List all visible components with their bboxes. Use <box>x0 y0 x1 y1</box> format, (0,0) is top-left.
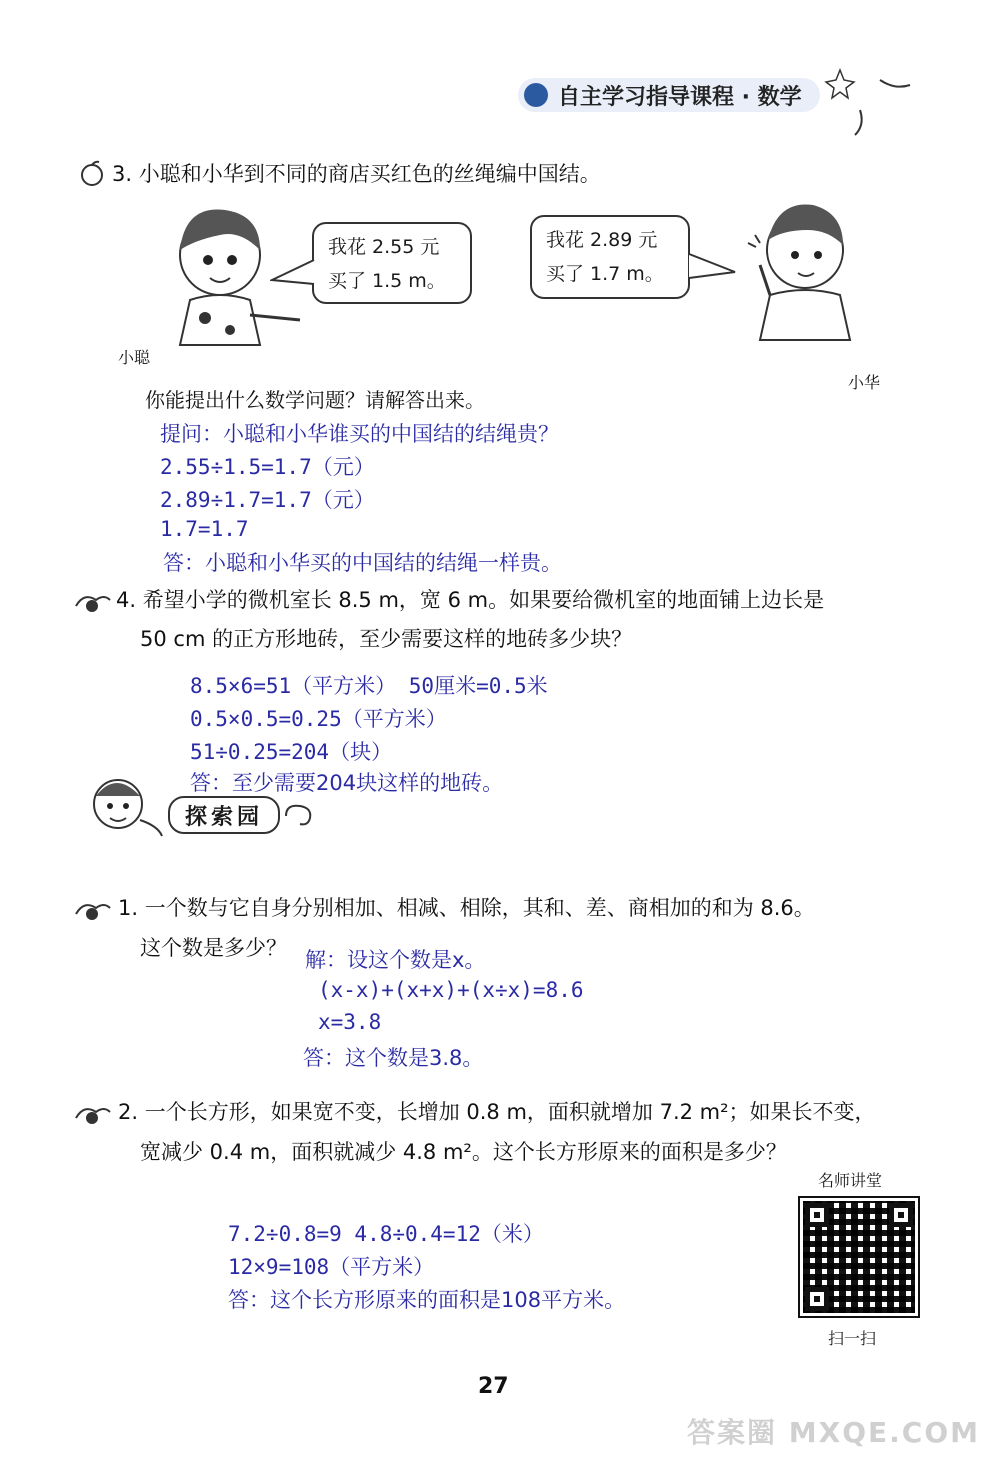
p3-answer-line: 提问：小聪和小华谁买的中国结的结绳贵？ <box>160 422 559 446</box>
right-name: 小华 <box>848 373 881 392</box>
explore1-prompt-line2: 这个数是多少？ <box>140 936 287 960</box>
left-speech-bubble <box>312 222 472 304</box>
header-banner <box>518 78 820 112</box>
e1-answer-line: 答：这个数是3.8。 <box>303 1046 484 1070</box>
p3-answer-line: 2.55÷1.5=1.7（元） <box>160 455 375 479</box>
header-bullet-icon <box>524 83 548 107</box>
left-bubble-line1: 我花 2.55 元 <box>328 236 440 258</box>
right-bubble-line1: 我花 2.89 元 <box>546 229 658 251</box>
e1-answer-line: 解：设这个数是x。 <box>305 948 486 972</box>
left-name: 小聪 <box>118 348 151 367</box>
e2-answer-line: 7.2÷0.8=9 4.8÷0.4=12（米） <box>228 1222 544 1246</box>
p4-answer-line: 0.5×0.5=0.25（平方米） <box>190 707 447 731</box>
decorative-stars-icon <box>820 50 920 140</box>
section-title: 探索园 <box>168 796 280 834</box>
left-bubble-tail <box>270 258 316 288</box>
e2-answer-line: 答：这个长方形原来的面积是108平方米。 <box>228 1288 626 1312</box>
e1-answer-line: x=3.8 <box>318 1010 382 1034</box>
qr-code[interactable] <box>800 1198 918 1316</box>
explore2-prompt-line2: 宽减少 0.4 m，面积就减少 4.8 m²。这个长方形原来的面积是多少？ <box>140 1140 787 1164</box>
qr-title: 名师讲堂 <box>818 1171 883 1190</box>
p4-answer-line: 8.5×6=51（平方米） 50厘米=0.5米 <box>190 674 548 698</box>
qr-finder <box>889 1203 913 1227</box>
p4-answer-line: 51÷0.25=204（块） <box>190 740 393 764</box>
p4-answer-line: 答：至少需要204块这样的地砖。 <box>190 771 504 795</box>
problem4-prompt-line2: 50 cm 的正方形地砖，至少需要这样的地砖多少块？ <box>140 627 633 651</box>
swirl-icon <box>278 800 328 830</box>
page-number: 27 <box>478 1374 509 1399</box>
p3-answer-line: 答：小聪和小华买的中国结的结绳一样贵。 <box>163 551 562 575</box>
monkey-mascot-icon <box>78 770 168 842</box>
girl-xiaohua-illustration <box>730 195 880 345</box>
qr-caption: 扫一扫 <box>828 1329 877 1348</box>
left-bubble-line2: 买了 1.5 m。 <box>328 270 446 292</box>
bird-icon <box>72 588 112 614</box>
apple-icon <box>72 160 112 186</box>
p3-answer-line: 1.7=1.7 <box>160 517 249 541</box>
bird-icon <box>72 896 112 922</box>
watermark-logo: 答案圈 MXQE.COM <box>687 1416 980 1449</box>
p3-answer-line: 2.89÷1.7=1.7（元） <box>160 488 375 512</box>
header-title: 自主学习指导课程 · 数学 <box>558 84 802 110</box>
problem3-prompt: 3. 小聪和小华到不同的商店买红色的丝绳编中国结。 <box>112 162 601 186</box>
problem4-prompt-line1: 4. 希望小学的微机室长 8.5 m，宽 6 m。如果要给微机室的地面铺上边长是 <box>116 588 825 612</box>
e2-answer-line: 12×9=108（平方米） <box>228 1255 435 1279</box>
right-speech-bubble <box>530 215 690 299</box>
right-bubble-line2: 买了 1.7 m。 <box>546 263 664 285</box>
bird-icon <box>72 1100 112 1126</box>
qr-finder <box>805 1203 829 1227</box>
qr-finder <box>805 1287 829 1311</box>
e1-answer-line: (x-x)+(x+x)+(x÷x)=8.6 <box>318 978 584 1002</box>
explore1-prompt-line1: 1. 一个数与它自身分别相加、相减、相除，其和、差、商相加的和为 8.6。 <box>118 896 815 920</box>
explore2-prompt-line1: 2. 一个长方形，如果宽不变，长增加 0.8 m，面积就增加 7.2 m²；如果长不变， <box>118 1100 876 1124</box>
problem3-question: 你能提出什么数学问题？请解答出来。 <box>145 388 485 412</box>
